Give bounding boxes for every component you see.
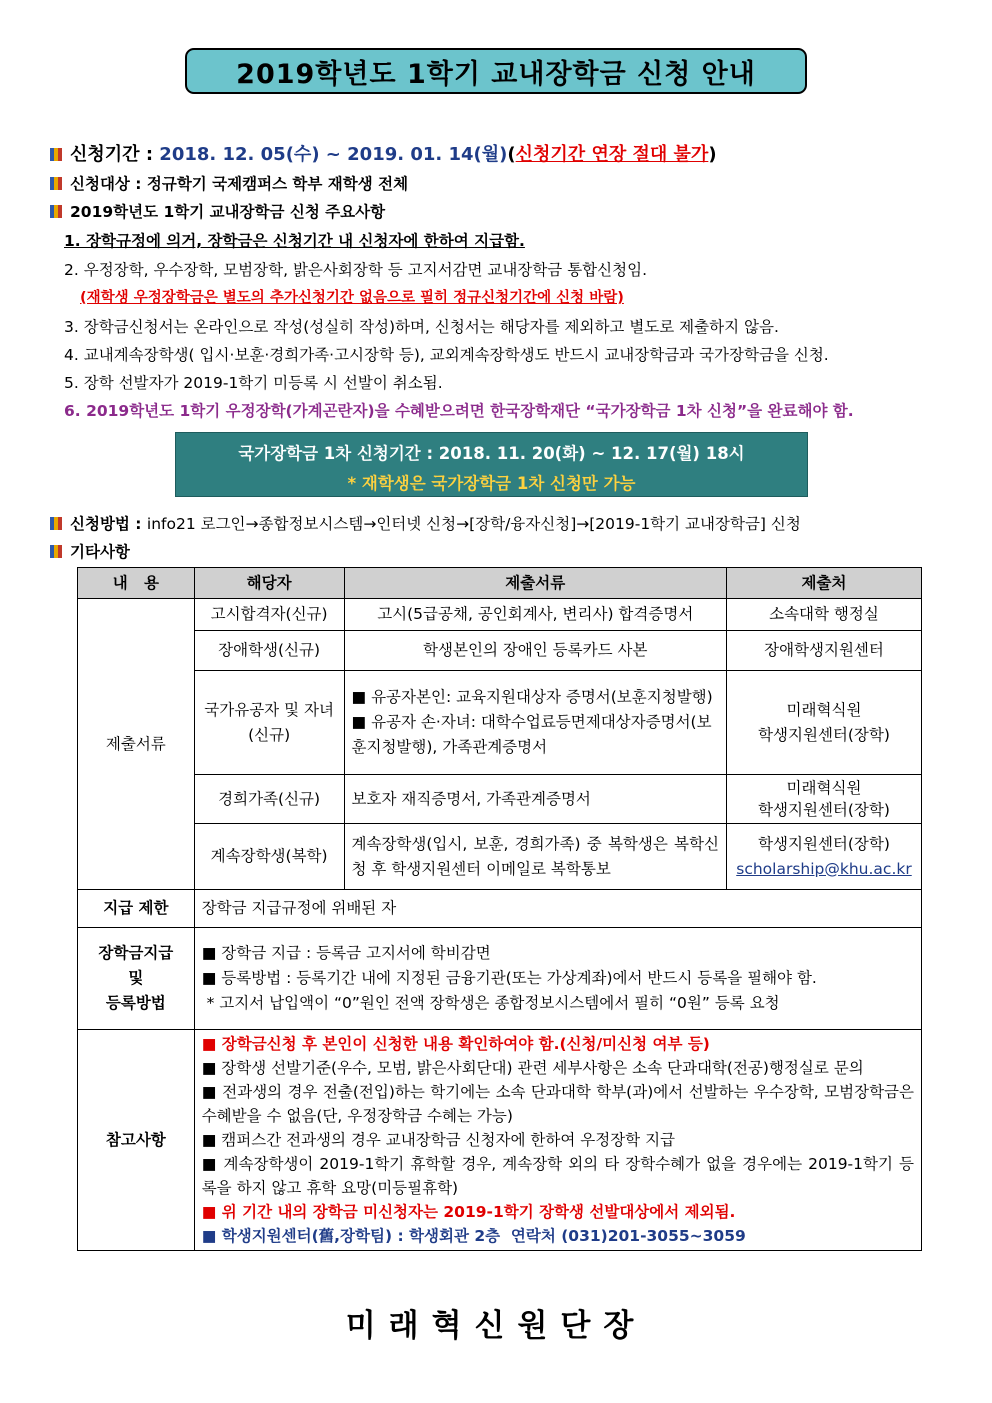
national-note: * 재학생은 국가장학금 1차 신청만 가능 xyxy=(347,474,636,493)
row-target: 장애학생(신규) xyxy=(194,631,344,671)
table-row xyxy=(78,928,922,1030)
reference-line: ■ 장학금신청 후 본인이 신청한 내용 확인하여야 함.(신청/미신청 여부 등) xyxy=(201,1035,710,1053)
bullet-icon xyxy=(50,205,62,218)
period-note: 신청기간 연장 절대 불가 xyxy=(515,144,709,165)
table-row xyxy=(78,599,922,631)
national-period: 국가장학금 1차 신청기간 : 2018. 11. 20(화) ~ 12. 17(월) 18시 xyxy=(238,444,745,463)
notes-heading xyxy=(50,200,385,222)
destination-line: 학생지원센터(장학) xyxy=(758,725,890,744)
payment-line: ■ 장학금 지급 : 등록금 고지서에 학비감면 xyxy=(201,944,491,962)
table-row xyxy=(78,631,922,671)
destination-line: 미래혁식원 xyxy=(786,700,862,719)
payment-label xyxy=(78,928,195,1030)
note-2: 2. 우정장학, 우수장학, 모범장학, 밝은사회장학 등 고지서감면 교내장학금 통합신청임. xyxy=(64,261,647,279)
misc-heading-text: 기타사항 xyxy=(70,543,130,561)
footer-signature: 미래혁신원단장 xyxy=(345,1308,647,1344)
reference-line: ■ 학생지원센터(舊,장학팀) : 학생회관 2층 연락처 (031)201-3055~3059 xyxy=(201,1227,746,1245)
row-documents: 계속장학생(입시, 보훈, 경희가족) 중 복학생은 복학신청 후 학생지원센터 이메일로 복학통보 xyxy=(344,824,726,890)
bullet-icon xyxy=(50,545,62,558)
reference-details xyxy=(194,1030,921,1251)
row-target: 국가유공자 및 자녀(신규) xyxy=(194,671,344,775)
reference-label: 참고사항 xyxy=(78,1030,195,1251)
application-period: 신청기간 : 2018. 12. 05(수) ~ 2019. 01. 14(월)(신청기간 연장 절대 불가) xyxy=(50,140,717,166)
limit-text: 장학금 지급규정에 위배된 자 xyxy=(194,890,921,928)
scholarship-email-link[interactable]: scholarship@khu.ac.kr xyxy=(736,859,912,878)
table-row xyxy=(78,671,922,775)
national-scholarship-box xyxy=(175,432,808,497)
bullet-icon xyxy=(50,517,62,530)
method-label: 신청방법 : xyxy=(70,515,147,533)
row-documents: 보호자 재직증명서, 가족관계증명서 xyxy=(344,775,726,824)
note-3: 3. 장학금신청서는 온라인으로 작성(성실히 작성)하며, 신청서는 해당자를 제외하고 별도로 제출하지 않음. xyxy=(64,318,779,336)
application-target xyxy=(50,172,408,194)
application-method xyxy=(50,512,801,534)
limit-label: 지급 제한 xyxy=(78,890,195,928)
bullet-icon xyxy=(50,177,62,190)
reference-line: ■ 계속장학생이 2019-1학기 휴학할 경우, 계속장학 외의 타 장학수혜가 없을 경우에는 2019-1학기 등록을 하지 않고 휴학 요망(미등필휴학) xyxy=(201,1155,914,1197)
row-destination: 장애학생지원센터 xyxy=(726,631,921,671)
row-destination xyxy=(726,775,921,824)
note-2-warning: (재학생 우정장학금은 별도의 추가신청기간 없음으로 필히 정규신청기간에 신청 바람) xyxy=(80,290,624,306)
notes-heading-text: 2019학년도 1학기 교내장학금 신청 주요사항 xyxy=(70,203,386,221)
note-5: 5. 장학 선발자가 2019-1학기 미등록 시 선발이 취소됨. xyxy=(64,374,443,392)
method-value: info21 로그인→종합정보시스템→인터넷 신청→[장학/융자신청]→[2019-1학기 교내장학금] 신청 xyxy=(146,515,801,533)
reference-line: ■ 전과생의 경우 전출(전입)하는 학기에는 소속 단과대학 학부(과)에서 선발하는 우수장학, 모범장학금은 수혜받을 수 없음(단, 우정장학금 수혜는 가능) xyxy=(201,1083,914,1125)
header-content: 내 용 xyxy=(78,568,195,599)
payment-label-line: 및 xyxy=(128,969,144,987)
table-row xyxy=(78,775,922,824)
details-table xyxy=(77,567,922,1251)
period-label: 신청기간 : xyxy=(70,144,160,165)
payment-label-line: 등록방법 xyxy=(105,994,166,1012)
destination-line: 미래혁식원 xyxy=(786,779,862,797)
row-documents: 고시(5급공채, 공인회계사, 변리사) 합격증명서 xyxy=(344,599,726,631)
bullet-icon xyxy=(50,148,62,161)
payment-line: * 고지서 납입액이 “0”원인 전액 장학생은 종합정보시스템에서 필히 “0원” 등록 요청 xyxy=(201,994,780,1012)
docs-section-label: 제출서류 xyxy=(78,599,195,890)
header-target: 해당자 xyxy=(194,568,344,599)
note-6: 6. 2019학년도 1학기 우정장학(가계곤란자)을 수혜받으려면 한국장학재단 “국가장학금 1차 신청”을 완료해야 함. xyxy=(64,402,854,420)
table-row xyxy=(78,1030,922,1251)
payment-label-line: 장학금지급 xyxy=(98,944,174,962)
row-target: 경희가족(신규) xyxy=(194,775,344,824)
reference-line: ■ 위 기간 내의 장학금 미신청자는 2019-1학기 장학생 선발대상에서 제외됨. xyxy=(201,1203,736,1221)
row-target: 고시합격자(신규) xyxy=(194,599,344,631)
table-row xyxy=(78,890,922,928)
destination-line: 학생지원센터(장학) xyxy=(758,834,890,853)
note-4: 4. 교내계속장학생( 입시·보훈·경희가족·고시장학 등), 교외계속장학생도 반드시 교내장학금과 국가장학금을 신청. xyxy=(64,346,829,364)
row-target: 계속장학생(복학) xyxy=(194,824,344,890)
period-dates: 2018. 12. 05(수) ~ 2019. 01. 14(월) xyxy=(159,144,508,165)
payment-line: ■ 등록방법 : 등록기간 내에 지정된 금융기관(또는 가상계좌)에서 반드시 등록을 필해야 함. xyxy=(201,969,817,987)
destination-line: 학생지원센터(장학) xyxy=(758,801,890,819)
row-documents xyxy=(344,671,726,775)
row-documents: 학생본인의 장애인 등록카드 사본 xyxy=(344,631,726,671)
document-title: 2019학년도 1학기 교내장학금 신청 안내 xyxy=(185,48,807,94)
reference-line: ■ 장학생 선발기준(우수, 모범, 밝은사회단대) 관련 세부사항은 소속 단과대학(전공)행정실로 문의 xyxy=(201,1059,864,1077)
table-row xyxy=(78,824,922,890)
row-destination: 소속대학 행정실 xyxy=(726,599,921,631)
reference-line: ■ 캠퍼스간 전과생의 경우 교내장학금 신청자에 한하여 우정장학 지급 xyxy=(201,1131,676,1149)
row-destination xyxy=(726,671,921,775)
header-documents: 제출서류 xyxy=(344,568,726,599)
misc-heading xyxy=(50,540,130,562)
docs-line: ■ 유공자본인: 교육지원대상자 증명서(보훈지청발행) xyxy=(351,688,713,706)
table-header-row xyxy=(78,568,922,599)
note-1: 1. 장학규정에 의거, 장학금은 신청기간 내 신청자에 한하여 지급함. xyxy=(64,232,525,250)
header-destination: 제출처 xyxy=(726,568,921,599)
payment-details xyxy=(194,928,921,1030)
target-text: 신청대상 : 정규학기 국제캠퍼스 학부 재학생 전체 xyxy=(70,175,409,193)
row-destination xyxy=(726,824,921,890)
docs-line: ■ 유공자 손·자녀: 대학수업료등면제대상자증명서(보훈지청발행), 가족관계증명서 xyxy=(351,713,712,756)
